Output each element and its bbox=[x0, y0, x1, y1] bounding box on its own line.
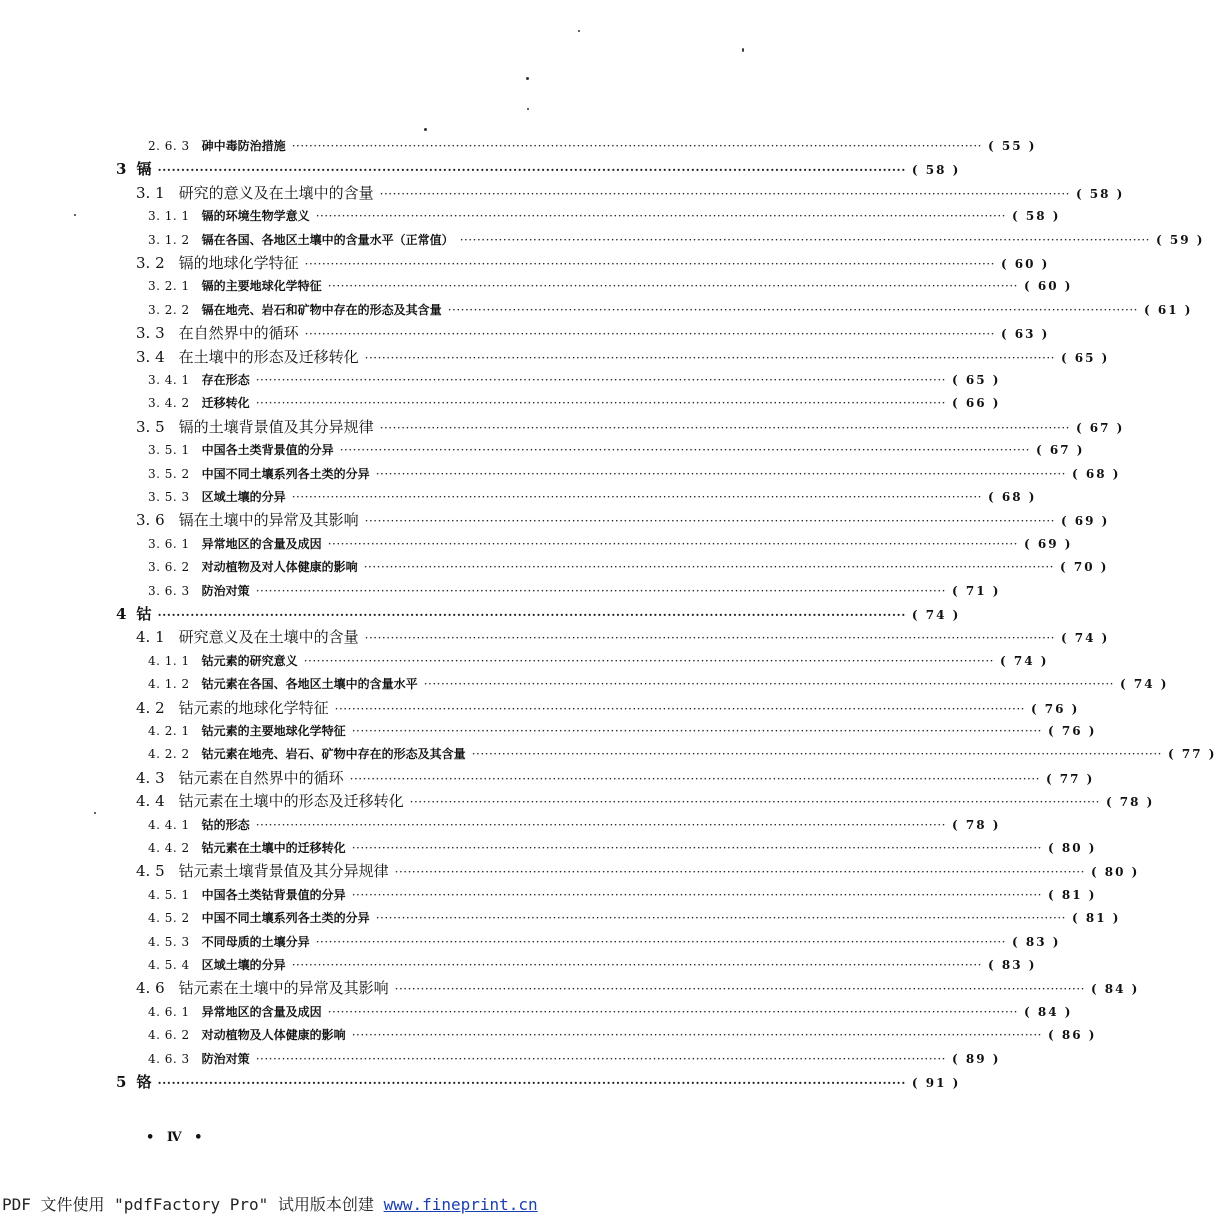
toc-leader-dots: ································································································································································ bbox=[255, 1051, 946, 1066]
toc-entry-page: ( 77 ) bbox=[1168, 747, 1216, 762]
toc-leader-dots: ································································································································································ bbox=[327, 536, 1018, 551]
scan-speck bbox=[527, 108, 529, 110]
toc-entry-title: 钴元素在地壳、岩石、矿物中存在的形态及其含量 bbox=[201, 747, 466, 762]
toc-entry-page: ( 68 ) bbox=[988, 490, 1037, 504]
toc-entry-title: 镉 bbox=[136, 160, 152, 179]
toc-leader-dots: ································································································································································ bbox=[349, 771, 1040, 786]
toc-entry[interactable] bbox=[136, 181, 1125, 205]
toc-leader-dots: ································································································································································ bbox=[157, 1076, 906, 1090]
toc-entry-number: 4 bbox=[116, 605, 127, 623]
toc-entry[interactable] bbox=[148, 813, 1001, 837]
toc-entry[interactable] bbox=[148, 391, 1001, 415]
toc-entry[interactable] bbox=[148, 1000, 1073, 1024]
toc-entry-number: 3. 5 bbox=[136, 417, 165, 436]
toc-entry[interactable] bbox=[148, 672, 1169, 696]
toc-entry[interactable] bbox=[116, 602, 961, 626]
toc-entry-page: ( 84 ) bbox=[1090, 982, 1140, 997]
toc-leader-dots: ································································································································································ bbox=[364, 631, 1055, 646]
toc-entry-title: 砷中毒防治措施 bbox=[201, 139, 286, 153]
toc-entry-title: 防治对策 bbox=[201, 583, 250, 598]
toc-entry[interactable] bbox=[148, 438, 1085, 462]
toc-entry-number: 3. 6. 3 bbox=[148, 583, 190, 598]
toc-leader-dots: ································································································································································ bbox=[157, 608, 906, 622]
toc-entry-number: 4. 1. 2 bbox=[148, 677, 190, 692]
toc-entry-title: 钴元素的研究意义 bbox=[201, 653, 298, 668]
toc-entry-title: 镉在地壳、岩石和矿物中存在的形态及其含量 bbox=[201, 302, 442, 317]
toc-entry[interactable] bbox=[148, 532, 1073, 556]
toc-entry-page: ( 69 ) bbox=[1060, 514, 1110, 529]
footer-text: PDF 文件使用 "pdfFactory Pro" 试用版本创建 bbox=[2, 1195, 384, 1214]
toc-entry-title: 迁移转化 bbox=[201, 396, 250, 411]
toc-entry[interactable] bbox=[136, 345, 1110, 369]
toc-leader-dots: ································································································································································ bbox=[303, 653, 994, 668]
toc-entry-title: 中国各土类钴背景值的分异 bbox=[201, 887, 346, 902]
toc-leader-dots: ································································································································································ bbox=[255, 373, 946, 387]
toc-leader-dots: ································································································································································ bbox=[255, 583, 946, 598]
toc-entry-title: 钴元素的主要地球化学特征 bbox=[201, 724, 346, 738]
toc-entry-page: ( 81 ) bbox=[1048, 887, 1097, 902]
toc-entry-number: 3. 4. 1 bbox=[148, 373, 190, 387]
toc-entry-number: 3. 1. 1 bbox=[148, 209, 190, 224]
toc-entry-page: ( 91 ) bbox=[911, 1076, 961, 1090]
toc-entry-title: 钴元素在自然界中的循环 bbox=[178, 768, 344, 787]
toc-entry-title: 研究意义及在土壤中的含量 bbox=[178, 628, 359, 647]
toc-entry-title: 镉的主要地球化学特征 bbox=[201, 279, 322, 294]
toc-entry-page: ( 58 ) bbox=[1075, 186, 1125, 201]
toc-entry-page: ( 63 ) bbox=[1000, 327, 1050, 342]
scan-speck bbox=[94, 812, 96, 814]
toc-leader-dots: ································································································································································ bbox=[364, 350, 1055, 365]
scan-speck bbox=[742, 48, 744, 52]
toc-leader-dots: ································································································································································ bbox=[327, 279, 1018, 294]
toc-entry[interactable] bbox=[148, 906, 1121, 930]
toc-entry-page: ( 80 ) bbox=[1090, 865, 1140, 880]
toc-leader-dots: ································································································································································ bbox=[471, 747, 1162, 762]
toc-entry[interactable] bbox=[136, 415, 1125, 439]
toc-entry-title: 异常地区的含量及成因 bbox=[201, 536, 322, 551]
toc-entry-page: ( 55 ) bbox=[988, 139, 1037, 153]
toc-entry-title: 防治对策 bbox=[201, 1051, 250, 1066]
toc-entry-page: ( 76 ) bbox=[1030, 701, 1080, 716]
toc-entry-page: ( 68 ) bbox=[1072, 466, 1121, 481]
toc-leader-dots: ································································································································································ bbox=[375, 466, 1066, 481]
toc-entry-number: 4. 6. 3 bbox=[148, 1051, 190, 1066]
toc-entry-page: ( 81 ) bbox=[1072, 911, 1121, 926]
page-number: • Ⅳ • bbox=[146, 1130, 207, 1145]
toc-leader-dots: ································································································································································ bbox=[379, 186, 1070, 201]
toc-entry[interactable] bbox=[148, 953, 1037, 977]
toc-entry-page: ( 59 ) bbox=[1156, 232, 1205, 247]
toc-entry-title: 不同母质的土壤分异 bbox=[201, 934, 310, 949]
toc-entry-page: ( 86 ) bbox=[1048, 1028, 1097, 1043]
toc-entry[interactable] bbox=[148, 204, 1061, 228]
toc-leader-dots: ································································································································································ bbox=[375, 911, 1066, 926]
toc-entry-number: 4. 5. 1 bbox=[148, 887, 190, 902]
toc-entry-page: ( 69 ) bbox=[1024, 536, 1073, 551]
toc-entry-number: 4. 3 bbox=[136, 768, 165, 787]
toc-entry-title: 镉在各国、各地区土壤中的含量水平（正常值） bbox=[201, 232, 454, 247]
toc-entry-page: ( 80 ) bbox=[1048, 841, 1097, 855]
toc-entry[interactable] bbox=[136, 696, 1080, 720]
toc-leader-dots: ································································································································································ bbox=[447, 302, 1138, 317]
footer-link[interactable]: www.fineprint.cn bbox=[383, 1195, 538, 1214]
toc-entry-page: ( 74 ) bbox=[1000, 653, 1049, 668]
toc-entry[interactable] bbox=[148, 930, 1061, 954]
toc-entry-number: 4. 2. 1 bbox=[148, 724, 190, 738]
toc-entry-number: 4. 5. 4 bbox=[148, 958, 190, 972]
toc-entry-title: 钴元素在土壤中的异常及其影响 bbox=[178, 979, 389, 998]
toc-entry-title: 钴元素在土壤中的迁移转化 bbox=[201, 841, 346, 855]
toc-entry[interactable] bbox=[148, 579, 1001, 603]
toc-entry-page: ( 74 ) bbox=[1120, 677, 1169, 692]
toc-entry-title: 镉的土壤背景值及其分异规律 bbox=[178, 417, 374, 436]
toc-entry-number: 3. 4 bbox=[136, 347, 165, 366]
toc-entry-title: 对动植物及对人体健康的影响 bbox=[201, 560, 358, 575]
toc-entry-title: 中国不同土壤系列各土类的分异 bbox=[201, 911, 370, 926]
toc-entry-number: 4. 5. 2 bbox=[148, 911, 190, 926]
toc-leader-dots: ································································································································································ bbox=[339, 443, 1030, 458]
toc-entry-page: ( 67 ) bbox=[1036, 443, 1085, 458]
toc-entry-title: 镉的环境生物学意义 bbox=[201, 209, 310, 224]
toc-entry[interactable] bbox=[148, 274, 1073, 298]
toc-entry-page: ( 84 ) bbox=[1024, 1004, 1073, 1019]
toc-entry[interactable] bbox=[148, 228, 1205, 252]
toc-leader-dots: ································································································································································ bbox=[394, 982, 1085, 997]
toc-entry-number: 3. 5. 1 bbox=[148, 443, 190, 458]
toc-entry[interactable] bbox=[136, 251, 1050, 275]
toc-entry[interactable] bbox=[148, 883, 1097, 907]
toc-entry-page: ( 78 ) bbox=[1105, 795, 1155, 810]
toc-entry[interactable] bbox=[148, 719, 1097, 743]
toc-entry-number: 3. 6. 2 bbox=[148, 560, 190, 575]
toc-entry[interactable] bbox=[148, 1023, 1097, 1047]
toc-leader-dots: ································································································································································ bbox=[351, 1028, 1042, 1043]
toc-entry-title: 在自然界中的循环 bbox=[178, 324, 299, 343]
scan-speck bbox=[424, 128, 427, 131]
toc-entry-page: ( 74 ) bbox=[1060, 631, 1110, 646]
toc-entry-title: 对动植物及人体健康的影响 bbox=[201, 1028, 346, 1043]
toc-entry[interactable] bbox=[148, 649, 1049, 673]
toc-entry-number: 3. 2 bbox=[136, 254, 165, 272]
toc-entry-number: 4. 6. 1 bbox=[148, 1004, 190, 1019]
toc-entry[interactable] bbox=[148, 462, 1121, 486]
toc-entry-title: 存在形态 bbox=[201, 373, 250, 387]
toc-entry-number: 3. 4. 2 bbox=[148, 396, 190, 411]
toc-entry[interactable] bbox=[148, 368, 1001, 392]
toc-leader-dots: ································································································································································ bbox=[351, 841, 1042, 855]
toc-entry-number: 4. 1 bbox=[136, 628, 165, 647]
toc-entry-title: 中国不同土壤系列各土类的分异 bbox=[201, 466, 370, 481]
toc-leader-dots: ································································································································································ bbox=[304, 257, 995, 271]
toc-entry-number: 4. 4. 1 bbox=[148, 817, 190, 832]
toc-entry-number: 4. 5 bbox=[136, 862, 165, 881]
toc-leader-dots: ································································································································································ bbox=[291, 490, 982, 504]
toc-entry-page: ( 70 ) bbox=[1060, 560, 1109, 575]
toc-leader-dots: ································································································································································ bbox=[363, 560, 1054, 575]
toc-leader-dots: ································································································································································ bbox=[364, 514, 1055, 529]
toc-entry-number: 3. 6. 1 bbox=[148, 536, 190, 551]
toc-leader-dots: ································································································································································ bbox=[157, 163, 906, 178]
toc-entry[interactable] bbox=[136, 625, 1110, 649]
toc-leader-dots: ································································································································································ bbox=[459, 232, 1150, 247]
toc-leader-dots: ································································································································································ bbox=[409, 795, 1100, 810]
toc-entry-number: 3. 2. 2 bbox=[148, 302, 190, 317]
toc-entry-number: 4. 2. 2 bbox=[148, 747, 190, 762]
toc-entry-page: ( 83 ) bbox=[988, 958, 1037, 972]
toc-leader-dots: ································································································································································ bbox=[423, 677, 1114, 692]
toc-entry-page: ( 61 ) bbox=[1144, 302, 1193, 317]
toc-entry-page: ( 71 ) bbox=[952, 583, 1001, 598]
toc-entry[interactable] bbox=[148, 1047, 1001, 1071]
scan-speck bbox=[578, 30, 580, 32]
toc-entry-number: 3. 2. 1 bbox=[148, 279, 190, 294]
toc-entry-number: 4. 5. 3 bbox=[148, 934, 190, 949]
toc-entry[interactable] bbox=[148, 555, 1109, 579]
toc-entry-page: ( 76 ) bbox=[1048, 724, 1097, 738]
toc-leader-dots: ································································································································································ bbox=[315, 209, 1006, 224]
toc-entry-page: ( 58 ) bbox=[1012, 209, 1061, 224]
toc-entry-title: 区域土壤的分异 bbox=[201, 958, 286, 972]
toc-entry-page: ( 78 ) bbox=[952, 817, 1001, 832]
toc-leader-dots: ································································································································································ bbox=[351, 724, 1042, 738]
toc-leader-dots: ································································································································································ bbox=[255, 396, 946, 411]
toc-entry-number: 2. 6. 3 bbox=[148, 139, 190, 153]
toc-entry[interactable] bbox=[136, 766, 1095, 790]
toc-entry-title: 镉在土壤中的异常及其影响 bbox=[178, 511, 359, 530]
toc-entry-title: 钴 bbox=[136, 605, 152, 623]
pdf-footer bbox=[2, 1192, 538, 1215]
toc-entry-page: ( 89 ) bbox=[952, 1051, 1001, 1066]
toc-leader-dots: ································································································································································ bbox=[394, 865, 1085, 880]
toc-leader-dots: ································································································································································ bbox=[351, 887, 1042, 902]
toc-entry-title: 钴元素土壤背景值及其分异规律 bbox=[178, 862, 389, 881]
toc-entry-title: 中国各土类背景值的分异 bbox=[201, 443, 334, 458]
toc-entry[interactable] bbox=[136, 789, 1155, 813]
toc-leader-dots: ································································································································································ bbox=[291, 139, 982, 153]
toc-entry-page: ( 60 ) bbox=[1024, 279, 1073, 294]
toc-entry-title: 镉的地球化学特征 bbox=[178, 254, 299, 272]
toc-leader-dots: ································································································································································ bbox=[327, 1004, 1018, 1019]
toc-entry-title: 铬 bbox=[136, 1073, 152, 1091]
toc-entry-title: 异常地区的含量及成因 bbox=[201, 1004, 322, 1019]
toc-entry-number: 3. 1 bbox=[136, 183, 165, 202]
toc-entry[interactable] bbox=[148, 485, 1037, 509]
toc-entry-number: 3. 1. 2 bbox=[148, 232, 190, 247]
toc-entry-title: 钴的形态 bbox=[201, 817, 250, 832]
toc-entry[interactable] bbox=[136, 859, 1140, 883]
toc-leader-dots: ································································································································································ bbox=[379, 420, 1070, 435]
toc-entry-page: ( 66 ) bbox=[952, 396, 1001, 411]
toc-entry-number: 4. 6 bbox=[136, 979, 165, 998]
toc-entry-title: 在土壤中的形态及迁移转化 bbox=[178, 347, 359, 366]
toc-entry-page: ( 83 ) bbox=[1012, 934, 1061, 949]
toc-entry[interactable] bbox=[136, 321, 1050, 345]
toc-entry[interactable] bbox=[116, 157, 961, 181]
toc-entry-title: 区域土壤的分异 bbox=[201, 490, 286, 504]
toc-entry-number: 3. 6 bbox=[136, 511, 165, 530]
toc-entry-number: 3 bbox=[116, 160, 127, 179]
toc-entry[interactable] bbox=[148, 742, 1216, 766]
toc-entry[interactable] bbox=[148, 836, 1097, 860]
toc-entry[interactable] bbox=[116, 1070, 961, 1094]
toc-entry-number: 4. 4. 2 bbox=[148, 841, 190, 855]
toc-leader-dots: ································································································································································ bbox=[334, 701, 1025, 716]
toc-entry-number: 3. 5. 2 bbox=[148, 466, 190, 481]
scan-speck bbox=[526, 77, 529, 80]
toc-leader-dots: ································································································································································ bbox=[291, 958, 982, 972]
toc-entry[interactable] bbox=[136, 976, 1140, 1000]
scan-speck bbox=[74, 214, 76, 216]
toc-entry-number: 4. 6. 2 bbox=[148, 1028, 190, 1043]
toc-entry-page: ( 60 ) bbox=[1000, 257, 1050, 271]
toc-entry-number: 3. 3 bbox=[136, 324, 165, 343]
toc-entry-page: ( 74 ) bbox=[911, 608, 961, 622]
toc-entry-title: 钴元素在土壤中的形态及迁移转化 bbox=[178, 792, 404, 811]
toc-entry-page: ( 65 ) bbox=[952, 373, 1001, 387]
toc-entry-title: 研究的意义及在土壤中的含量 bbox=[178, 183, 374, 202]
toc-entry-page: ( 77 ) bbox=[1045, 771, 1095, 786]
toc-entry-number: 5 bbox=[116, 1073, 127, 1091]
toc-entry-number: 4. 1. 1 bbox=[148, 653, 190, 668]
toc-entry-number: 4. 4 bbox=[136, 792, 165, 811]
toc-entry[interactable] bbox=[148, 298, 1193, 322]
toc-entry-number: 3. 5. 3 bbox=[148, 490, 190, 504]
toc-entry-page: ( 65 ) bbox=[1060, 350, 1110, 365]
toc-leader-dots: ································································································································································ bbox=[255, 817, 946, 832]
toc-entry[interactable] bbox=[136, 508, 1110, 532]
toc-entry-page: ( 67 ) bbox=[1075, 420, 1125, 435]
toc-entry-title: 钴元素的地球化学特征 bbox=[178, 698, 329, 717]
toc-entry-page: ( 58 ) bbox=[911, 163, 961, 178]
toc-entry-title: 钴元素在各国、各地区土壤中的含量水平 bbox=[201, 677, 418, 692]
toc-entry[interactable] bbox=[148, 134, 1037, 158]
toc-entry-number: 4. 2 bbox=[136, 698, 165, 717]
toc-leader-dots: ································································································································································ bbox=[315, 934, 1006, 949]
toc-leader-dots: ································································································································································ bbox=[304, 327, 995, 342]
